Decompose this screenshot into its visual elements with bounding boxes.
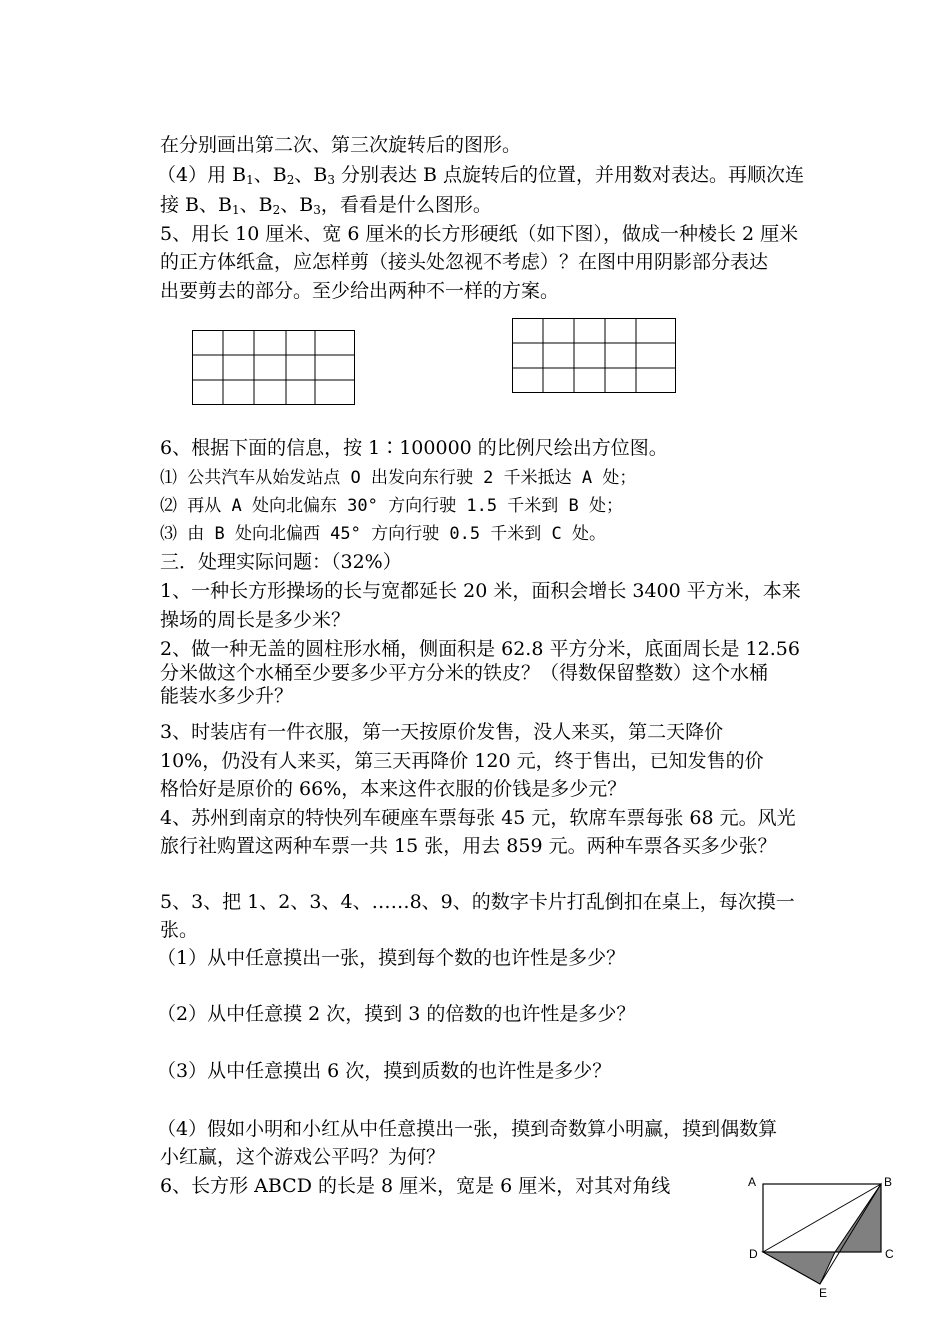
text-line: 5、3、把 1、2、3、4、……8、9、的数字卡片打乱倒扣在桌上，每次摸一 [160, 891, 795, 913]
text-line: 出要剪去的部分。至少给出两种不一样的方案。 [160, 280, 560, 302]
label-c: C [885, 1247, 894, 1261]
text-line: （4）假如小明和小红从中任意摸出一张，摸到奇数算小明赢，摸到偶数算 [157, 1118, 778, 1140]
label-e: E [819, 1286, 828, 1300]
text-line: ⑴ 公共汽车从始发站点 O 出发向东行驶 2 千米抵达 A 处； [160, 468, 637, 488]
subscript: 1 [246, 173, 254, 187]
text-line: 10%，仍没有人来买，第三天再降价 120 元，终于售出，已知发售的价 [160, 750, 764, 772]
text-line: 旅行社购置这两种车票一共 15 张，用去 859 元。两种车票各买多少张？ [160, 835, 777, 857]
text: 接 B、B [160, 194, 232, 216]
text-line: 分米做这个水桶至少要多少平方分米的铁皮？（得数保留整数）这个水桶 [160, 662, 769, 684]
text: 分别表达 B 点旋转后的位置，并用数对表达。再顺次连 [334, 164, 805, 186]
text-line: 操场的周长是多少米？ [160, 609, 351, 631]
label-d: D [749, 1247, 758, 1261]
text: 、B [294, 164, 328, 186]
text-line: （3）从中任意摸出 6 次，摸到质数的也许性是多少？ [157, 1060, 612, 1082]
text: 、B [239, 194, 273, 216]
text-line: ⑵ 再从 A 处向北偏东 30° 方向行驶 1.5 千米到 B 处； [160, 496, 623, 516]
text-line: 张。 [160, 919, 199, 941]
text-line: 5、用长 10 厘米、宽 6 厘米的长方形硬纸（如下图），做成一种棱长 2 厘米 [160, 223, 799, 245]
text: 在分别画出第二次、第三次旋转后的图形。 [160, 134, 522, 156]
text-line: 1、一种长方形操场的长与宽都延长 20 米，面积会增长 3400 平方米，本来 [160, 580, 801, 602]
text-line: 格恰好是原价的 66%，本来这件衣服的价钱是多少元？ [160, 778, 627, 800]
text-line: （2）从中任意摸 2 次，摸到 3 的倍数的也许性是多少？ [157, 1003, 636, 1025]
text-line: 6、长方形 ABCD 的长是 8 厘米，宽是 6 厘米，对其对角线 [160, 1175, 671, 1197]
subscript: 2 [286, 173, 295, 187]
text-line: 的正方体纸盒，应怎样剪（接头处忽视不考虑）？在图中用阴影部分表达 [160, 251, 769, 273]
text-line [160, 193, 492, 222]
subscript: 2 [272, 203, 281, 217]
text: ，看看是什么图形。 [320, 194, 492, 216]
shaded-triangle-bc [835, 1184, 881, 1252]
subscript: 3 [313, 203, 321, 217]
text-line: 4、苏州到南京的特快列车硬座车票每张 45 元，软席车票每张 68 元。风光 [160, 807, 796, 829]
text-line [157, 163, 804, 192]
text-line: 6、根据下面的信息，按 1∶100000 的比例尺绘出方位图。 [160, 437, 668, 459]
text-line: 3、时装店有一件衣服，第一天按原价发售，没人来买，第二天降价 [160, 721, 724, 743]
subscript: 3 [327, 173, 335, 187]
text: 、B [253, 164, 287, 186]
rectangle-abcd-figure [745, 1172, 900, 1300]
label-a: A [748, 1175, 757, 1189]
shaded-triangle-de [763, 1252, 835, 1284]
label-b: B [884, 1175, 893, 1189]
text-line: 2、做一种无盖的圆柱形水桶，侧面积是 62.8 平方分米，底面周长是 12.56 [160, 638, 800, 660]
section-heading: 三．处理实际问题：（32%） [160, 551, 402, 573]
text-line: （1）从中任意摸出一张，摸到每个数的也许性是多少？ [157, 947, 626, 969]
text-line: 能装水多少升？ [160, 685, 294, 707]
text-line [160, 133, 521, 157]
text: （4）用 B [157, 164, 247, 186]
text: 、B [280, 194, 314, 216]
text-line: 小红赢，这个游戏公平吗？为何？ [160, 1146, 446, 1168]
subscript: 1 [231, 203, 240, 217]
text-line: ⑶ 由 B 处向北偏西 45° 方向行驶 0.5 千米到 C 处。 [160, 524, 606, 544]
grid-figure-1 [192, 330, 356, 406]
grid-figure-2 [512, 318, 677, 394]
